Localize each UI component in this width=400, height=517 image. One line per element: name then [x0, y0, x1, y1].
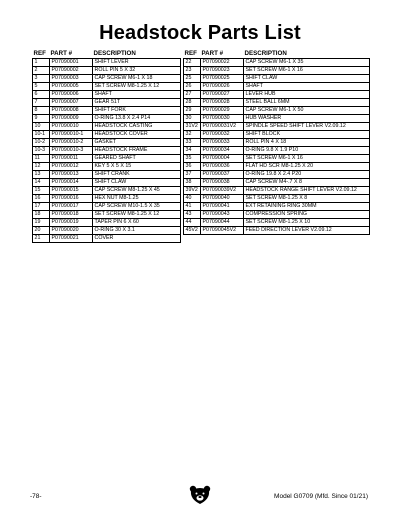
ref-cell: 45V2 — [184, 227, 201, 235]
ref-cell: 27 — [184, 91, 201, 99]
part-number-cell: P07090019 — [50, 219, 93, 227]
ref-cell: 16 — [33, 195, 50, 203]
description-cell: CAP SCREW M8-1.25 X 45 — [93, 187, 181, 195]
description-cell: CAP SCREW M6-1 X 18 — [93, 75, 181, 83]
description-header: DESCRIPTION — [93, 48, 181, 59]
description-cell: SPINDLE SPEED SHIFT LEVER V2.09.12 — [244, 123, 370, 131]
table-row — [184, 147, 370, 155]
table-row — [33, 155, 181, 163]
part-number-cell: P07090036 — [201, 163, 244, 171]
part-number-cell: P07090004 — [201, 155, 244, 163]
part-number-cell: P07090026 — [201, 83, 244, 91]
ref-cell: 43 — [184, 211, 201, 219]
description-cell: CAP SCREW M4-.7 X 8 — [244, 179, 370, 187]
description-cell: SET SCREW M8-1.25 X 10 — [244, 219, 370, 227]
ref-cell: 22 — [184, 59, 201, 67]
table-row — [184, 211, 370, 219]
part-number-cell: P07090013 — [50, 171, 93, 179]
ref-cell: 35 — [184, 155, 201, 163]
table-row — [33, 179, 181, 187]
description-cell: HEADSTOCK CASTING — [93, 123, 181, 131]
part-number-cell: P07090028 — [201, 99, 244, 107]
description-cell: O-RING 13.8 X 2.4 P14 — [93, 115, 181, 123]
table-row — [33, 99, 181, 107]
ref-cell: 15 — [33, 187, 50, 195]
description-cell: SHIFT LEVER — [93, 59, 181, 67]
part-number-cell: P07090010-3 — [50, 147, 93, 155]
part-number-cell: P07090025 — [201, 75, 244, 83]
table-row — [184, 131, 370, 139]
ref-cell: 13 — [33, 171, 50, 179]
table-row — [33, 227, 181, 235]
description-cell: SET SCREW M8-1.25 X 12 — [93, 211, 181, 219]
description-cell: O-RING 30 X 3.1 — [93, 227, 181, 235]
table-row — [33, 171, 181, 179]
ref-cell: 34 — [184, 147, 201, 155]
model-info: Model G0709 (Mfd. Since 01/21) — [274, 493, 368, 500]
table-row — [33, 211, 181, 219]
part-number-cell: P07090044 — [201, 219, 244, 227]
table-row — [33, 59, 181, 67]
part-number-cell: P07090005 — [50, 83, 93, 91]
table-row — [33, 91, 181, 99]
parts-table-right — [183, 48, 370, 235]
table-row — [33, 187, 181, 195]
table-row — [33, 219, 181, 227]
table-row — [184, 83, 370, 91]
description-cell: COVER — [93, 235, 181, 243]
ref-cell: 41 — [184, 203, 201, 211]
part-number-cell: P07090002 — [50, 67, 93, 75]
part-number-cell: P07090012 — [50, 163, 93, 171]
table-row — [184, 227, 370, 235]
description-cell: CAP SCREW M10-1.5 X 35 — [93, 203, 181, 211]
table-row — [33, 83, 181, 91]
ref-cell: 21 — [33, 235, 50, 243]
table-row — [33, 115, 181, 123]
table-row — [184, 59, 370, 67]
description-cell: SET SCREW M6-1 X 16 — [244, 155, 370, 163]
ref-cell: 2 — [33, 67, 50, 75]
part-number-cell: P07090022 — [201, 59, 244, 67]
ref-cell: 29 — [184, 107, 201, 115]
table-row — [33, 131, 181, 139]
table-header-row — [184, 48, 370, 59]
part-number-cell: P07090016 — [50, 195, 93, 203]
table-row — [184, 123, 370, 131]
ref-header: REF — [33, 48, 50, 59]
part-number-cell: P07090003 — [50, 75, 93, 83]
table-row — [33, 75, 181, 83]
description-header: DESCRIPTION — [244, 48, 370, 59]
table-row — [184, 107, 370, 115]
table-row — [184, 67, 370, 75]
ref-cell: 33 — [184, 139, 201, 147]
description-cell: HEADSTOCK RANGE SHIFT LEVER V2.09.12 — [244, 187, 370, 195]
description-cell: SHAFT — [93, 91, 181, 99]
table-row — [184, 115, 370, 123]
ref-cell: 36 — [184, 163, 201, 171]
description-cell: SHAFT — [244, 83, 370, 91]
ref-cell: 8 — [33, 107, 50, 115]
table-row — [33, 163, 181, 171]
table-row — [184, 75, 370, 83]
part-number-cell: P07090006 — [50, 91, 93, 99]
part-number-cell: P07090001 — [50, 59, 93, 67]
ref-cell: 14 — [33, 179, 50, 187]
part-number-cell: P07090045V2 — [201, 227, 244, 235]
description-cell: SET SCREW M8-1.25 X 12 — [93, 83, 181, 91]
part-number-cell: P07090038 — [201, 179, 244, 187]
part-number-cell: P07090009 — [50, 115, 93, 123]
part-number-cell: P07090015 — [50, 187, 93, 195]
table-row — [184, 187, 370, 195]
table-row — [184, 179, 370, 187]
description-cell: EXT RETAINING RING 30MM — [244, 203, 370, 211]
description-cell: GEAR 51T — [93, 99, 181, 107]
ref-cell: 37 — [184, 171, 201, 179]
page-number: -78- — [30, 493, 42, 500]
ref-cell: 5 — [33, 83, 50, 91]
description-cell: TAPER PIN 6 X 60 — [93, 219, 181, 227]
part-number-cell: P07090030 — [201, 115, 244, 123]
description-cell: HEADSTOCK FRAME — [93, 147, 181, 155]
ref-cell: 6 — [33, 91, 50, 99]
description-cell: CAP SCREW M6-1 X 35 — [244, 59, 370, 67]
part-number-cell: P07090040 — [201, 195, 244, 203]
ref-cell: 38 — [184, 179, 201, 187]
table-row — [184, 171, 370, 179]
part-number-cell: P07090010-1 — [50, 131, 93, 139]
ref-cell: 7 — [33, 99, 50, 107]
description-cell: HEADSTOCK COVER — [93, 131, 181, 139]
part-number-cell: P07090010 — [50, 123, 93, 131]
ref-cell: 31V2 — [184, 123, 201, 131]
part-number-cell: P07090039V2 — [201, 187, 244, 195]
ref-cell: 44 — [184, 219, 201, 227]
ref-cell: 39V2 — [184, 187, 201, 195]
ref-cell: 25 — [184, 75, 201, 83]
part-number-cell: P07090011 — [50, 155, 93, 163]
table-row — [33, 67, 181, 75]
part-number-cell: P07090014 — [50, 179, 93, 187]
ref-header: REF — [184, 48, 201, 59]
part-number-cell: P07090021 — [50, 235, 93, 243]
part-number-cell: P07090043 — [201, 211, 244, 219]
table-row — [33, 195, 181, 203]
part-number-cell: P07090020 — [50, 227, 93, 235]
part-number-cell: P07090010-2 — [50, 139, 93, 147]
ref-cell: 10-1 — [33, 131, 50, 139]
ref-cell: 12 — [33, 163, 50, 171]
ref-cell: 18 — [33, 211, 50, 219]
table-header-row — [33, 48, 181, 59]
ref-cell: 40 — [184, 195, 201, 203]
ref-cell: 11 — [33, 155, 50, 163]
part-number-cell: P07090008 — [50, 107, 93, 115]
part-number-cell: P07090023 — [201, 67, 244, 75]
description-cell: STEEL BALL 6MM — [244, 99, 370, 107]
ref-cell: 10-2 — [33, 139, 50, 147]
part-header: PART # — [50, 48, 93, 59]
description-cell: O-RING 9.8 X 1.9 P10 — [244, 147, 370, 155]
table-row — [184, 203, 370, 211]
part-number-cell: P07090032 — [201, 131, 244, 139]
part-header: PART # — [201, 48, 244, 59]
part-number-cell: P07090031V2 — [201, 123, 244, 131]
table-row — [184, 91, 370, 99]
description-cell: O-RING 19.8 X 2.4 P20 — [244, 171, 370, 179]
part-number-cell: P07090029 — [201, 107, 244, 115]
table-row — [184, 99, 370, 107]
description-cell: FLAT HD SCR M8-1.25 X 20 — [244, 163, 370, 171]
description-cell: SHIFT CLAW — [93, 179, 181, 187]
ref-cell: 3 — [33, 75, 50, 83]
description-cell: GASKET — [93, 139, 181, 147]
table-row — [184, 155, 370, 163]
ref-cell: 28 — [184, 99, 201, 107]
description-cell: KEY 5 X 5 X 15 — [93, 163, 181, 171]
page-title: Headstock Parts List — [99, 22, 301, 44]
description-cell: GEARED SHAFT — [93, 155, 181, 163]
description-cell: SHIFT CLAW — [244, 75, 370, 83]
ref-cell: 20 — [33, 227, 50, 235]
part-number-cell: P07090041 — [201, 203, 244, 211]
table-row — [184, 219, 370, 227]
ref-cell: 9 — [33, 115, 50, 123]
table-row — [33, 235, 181, 243]
description-cell: FEED DIRECTION LEVER V2.09.12 — [244, 227, 370, 235]
ref-cell: 26 — [184, 83, 201, 91]
part-number-cell: P07090037 — [201, 171, 244, 179]
table-row — [184, 195, 370, 203]
table-row — [33, 139, 181, 147]
part-number-cell: P07090007 — [50, 99, 93, 107]
part-number-cell: P07090017 — [50, 203, 93, 211]
description-cell: LEVER HUB — [244, 91, 370, 99]
ref-cell: 32 — [184, 131, 201, 139]
ref-cell: 23 — [184, 67, 201, 75]
table-row — [33, 147, 181, 155]
table-row — [33, 107, 181, 115]
table-row — [184, 139, 370, 147]
part-number-cell: P07090034 — [201, 147, 244, 155]
description-cell: ROLL PIN 4 X 18 — [244, 139, 370, 147]
table-row — [33, 203, 181, 211]
part-number-cell: P07090033 — [201, 139, 244, 147]
ref-cell: 19 — [33, 219, 50, 227]
part-number-cell: P07090027 — [201, 91, 244, 99]
table-row — [184, 163, 370, 171]
grizzly-bear-head-icon — [188, 485, 212, 505]
description-cell: SHIFT BLOCK — [244, 131, 370, 139]
ref-cell: 10-3 — [33, 147, 50, 155]
table-row — [33, 123, 181, 131]
ref-cell: 1 — [33, 59, 50, 67]
part-number-cell: P07090018 — [50, 211, 93, 219]
ref-cell: 30 — [184, 115, 201, 123]
description-cell: SET SCREW M6-1 X 16 — [244, 67, 370, 75]
description-cell: HUB WASHER — [244, 115, 370, 123]
ref-cell: 17 — [33, 203, 50, 211]
description-cell: CAP SCREW M6-1 X 50 — [244, 107, 370, 115]
description-cell: SET SCREW M8-1.25 X 8 — [244, 195, 370, 203]
description-cell: COMPRESSION SPRING — [244, 211, 370, 219]
description-cell: SHIFT FORK — [93, 107, 181, 115]
parts-table-left — [32, 48, 181, 243]
description-cell: HEX NUT M8-1.25 — [93, 195, 181, 203]
description-cell: SHIFT CRANK — [93, 171, 181, 179]
description-cell: ROLL PIN 5 X 32 — [93, 67, 181, 75]
ref-cell: 10 — [33, 123, 50, 131]
